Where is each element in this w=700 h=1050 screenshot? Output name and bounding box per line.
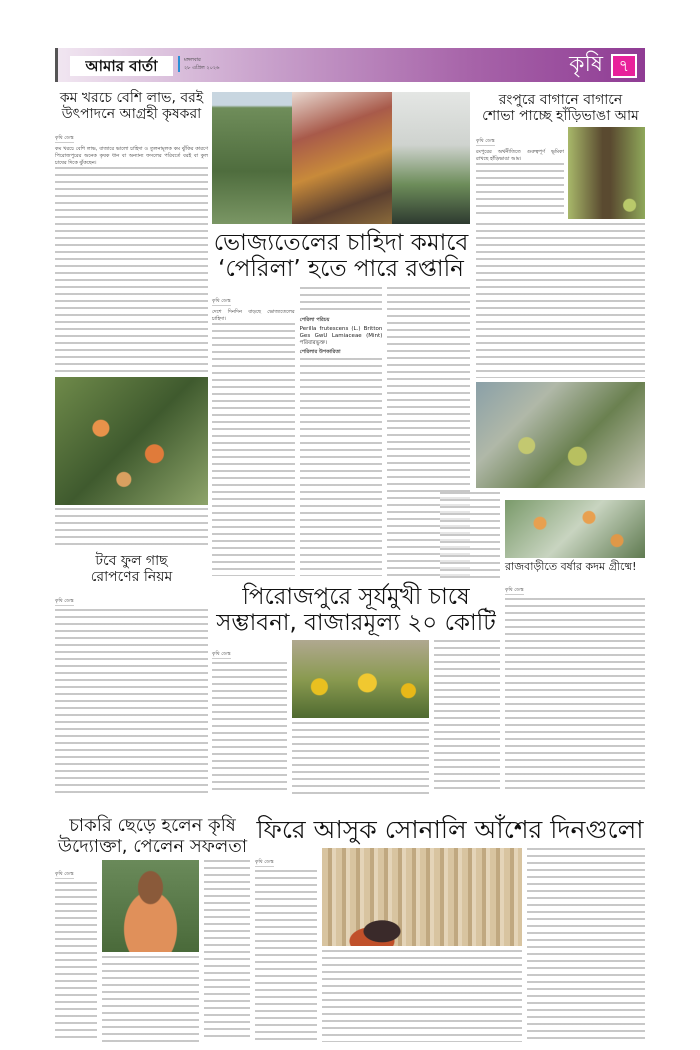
job-col3-text — [204, 860, 250, 1042]
farmer-photo — [102, 860, 199, 952]
job-col2-text — [102, 956, 199, 1042]
headline-line: সম্ভাবনা, বাজারমূল্য ২০ কোটি — [216, 610, 496, 637]
kadam-body-text — [505, 598, 645, 791]
sunflower-article — [212, 584, 500, 794]
page-header — [55, 48, 645, 82]
boroi-lead: কম খরচে বেশি লাভ, বাজারে ভালো চাহিদা ও তুলনামূলক কম ঝুঁকির কারণে পিরোজপুরের অনেক কৃষক ধান বা অন্যান্য ফসলের পরিবর্তে বরই বা কুল চাষের দিকে ঝুঁকছেন। — [55, 146, 208, 167]
headline-line: রংপুরে বাগানে বাগানে — [498, 92, 623, 108]
headline-line: পিরোজপুরে সূর্যমুখী চাষে — [242, 584, 470, 610]
headline-line: ভোজ্যতেলের চাহিদা কমাবে — [213, 230, 469, 256]
newspaper-logo: আমার বার্তা — [70, 56, 173, 76]
perilla-plant-photo — [292, 92, 392, 224]
mango-body-text-2 — [476, 223, 645, 378]
tub-byline — [55, 587, 208, 606]
boroi-byline — [55, 124, 208, 143]
job-headline — [55, 816, 250, 857]
mango-headline — [476, 92, 645, 124]
boroi-body-text-2 — [55, 508, 208, 548]
jute-byline — [255, 848, 317, 867]
mango-article — [476, 92, 645, 378]
byline: কৃষি ডেস্ক — [55, 598, 74, 605]
boroi-headline: কম খরচে বেশি লাভ, বরই উৎপাদনে আগ্রহী কৃষকরা — [59, 90, 204, 123]
perilla-headline — [212, 230, 470, 283]
sunflower-field-photo — [292, 640, 429, 718]
byline: কৃষি ডেস্ক — [55, 135, 74, 142]
jute-fiber-photo — [322, 848, 522, 946]
headline-line: টবে ফুল গাছ — [95, 553, 168, 569]
kadam-byline — [505, 576, 645, 595]
perilla-field-photo — [212, 92, 292, 224]
perilla-col2-text — [300, 287, 383, 315]
perilla-col2-text-c — [300, 358, 383, 576]
jute-col3-text — [527, 848, 645, 1042]
headline-line: শোভা পাচ্ছে হাঁড়িভাঙা আম — [482, 108, 639, 125]
mango-lead: রংপুরের অর্থনীতিতে গুরুত্বপূর্ণ ভূমিকা রাখছে হাঁড়িভাঙা আম। — [476, 149, 564, 163]
issue-date — [178, 56, 219, 72]
perilla-flower-photo — [392, 92, 470, 224]
kadam-article — [505, 561, 645, 791]
byline: কৃষি ডেস্ক — [212, 297, 231, 304]
perilla-subhead-2: পেরিলার উপকারিতা — [299, 348, 341, 355]
byline: কৃষি ডেস্ক — [255, 858, 274, 865]
sunflower-col2-text — [292, 722, 429, 794]
sunflower-byline — [212, 640, 287, 659]
headline-line: উদ্যোক্তা, পেলেন সফলতা — [57, 835, 248, 857]
perilla-subhead-1: পেরিলা পরিচয় — [299, 316, 330, 323]
perilla-col1-text — [212, 323, 295, 576]
mango-body-text — [476, 163, 564, 219]
tub-headline — [55, 553, 208, 585]
perilla-article — [212, 230, 470, 576]
jujube-photo — [55, 377, 208, 505]
jute-article — [255, 816, 645, 1042]
perilla-scientific-name: Perilla frutescens (L.) Britton Ges GwU Lamiaceae (Mint) পরিবারভুক্ত। — [299, 325, 383, 346]
byline: কৃষি ডেস্ক — [476, 138, 495, 145]
byline: কৃষি ডেস্ক — [55, 871, 74, 878]
mango-byline — [476, 127, 564, 146]
section-title: কৃষি — [569, 52, 603, 77]
perilla-col3-bottom-text — [440, 492, 500, 578]
job-byline — [55, 860, 97, 879]
boroi-article — [55, 90, 208, 548]
weekday: মঙ্গলবার — [184, 57, 201, 63]
headline-line: চাকরি ছেড়ে হলেন কৃষি — [69, 815, 236, 836]
tub-article — [55, 553, 208, 793]
tub-body-text — [55, 609, 208, 793]
jute-col2-text — [322, 950, 522, 1042]
perilla-lead: দেশে দিনদিন বাড়ছে ভোজ্যতেলের চাহিদা। — [212, 308, 295, 322]
job-col1-text — [55, 882, 97, 1042]
sunflower-col3-text — [434, 640, 500, 794]
mango-fruit-photo — [476, 382, 645, 488]
jute-col1-text — [255, 870, 317, 1042]
mango-tree-photo — [568, 127, 645, 219]
boroi-body-text — [55, 167, 208, 374]
job-article — [55, 816, 250, 1042]
byline: কৃষি ডেস্ক — [212, 650, 231, 657]
kadam-headline: রাজবাড়ীতে বর্ষার কদম গ্রীষ্মে! — [505, 560, 637, 573]
sunflower-headline — [212, 584, 500, 637]
jute-headline: ফিরে আসুক সোনালি আঁশের দিনগুলো — [256, 815, 644, 844]
kadam-flower-photo — [505, 500, 645, 558]
byline: কৃষি ডেস্ক — [505, 586, 524, 593]
sunflower-col1-text — [212, 662, 287, 794]
page-number-badge: ৭ — [611, 54, 637, 78]
perilla-byline — [212, 287, 295, 306]
date: ২৮ এপ্রিল ২০২৬ — [184, 65, 220, 71]
headline-line: ‘পেরিলা’ হতে পারে রপ্তানি — [218, 256, 464, 283]
headline-line: রোপণের নিয়ম — [90, 569, 173, 586]
